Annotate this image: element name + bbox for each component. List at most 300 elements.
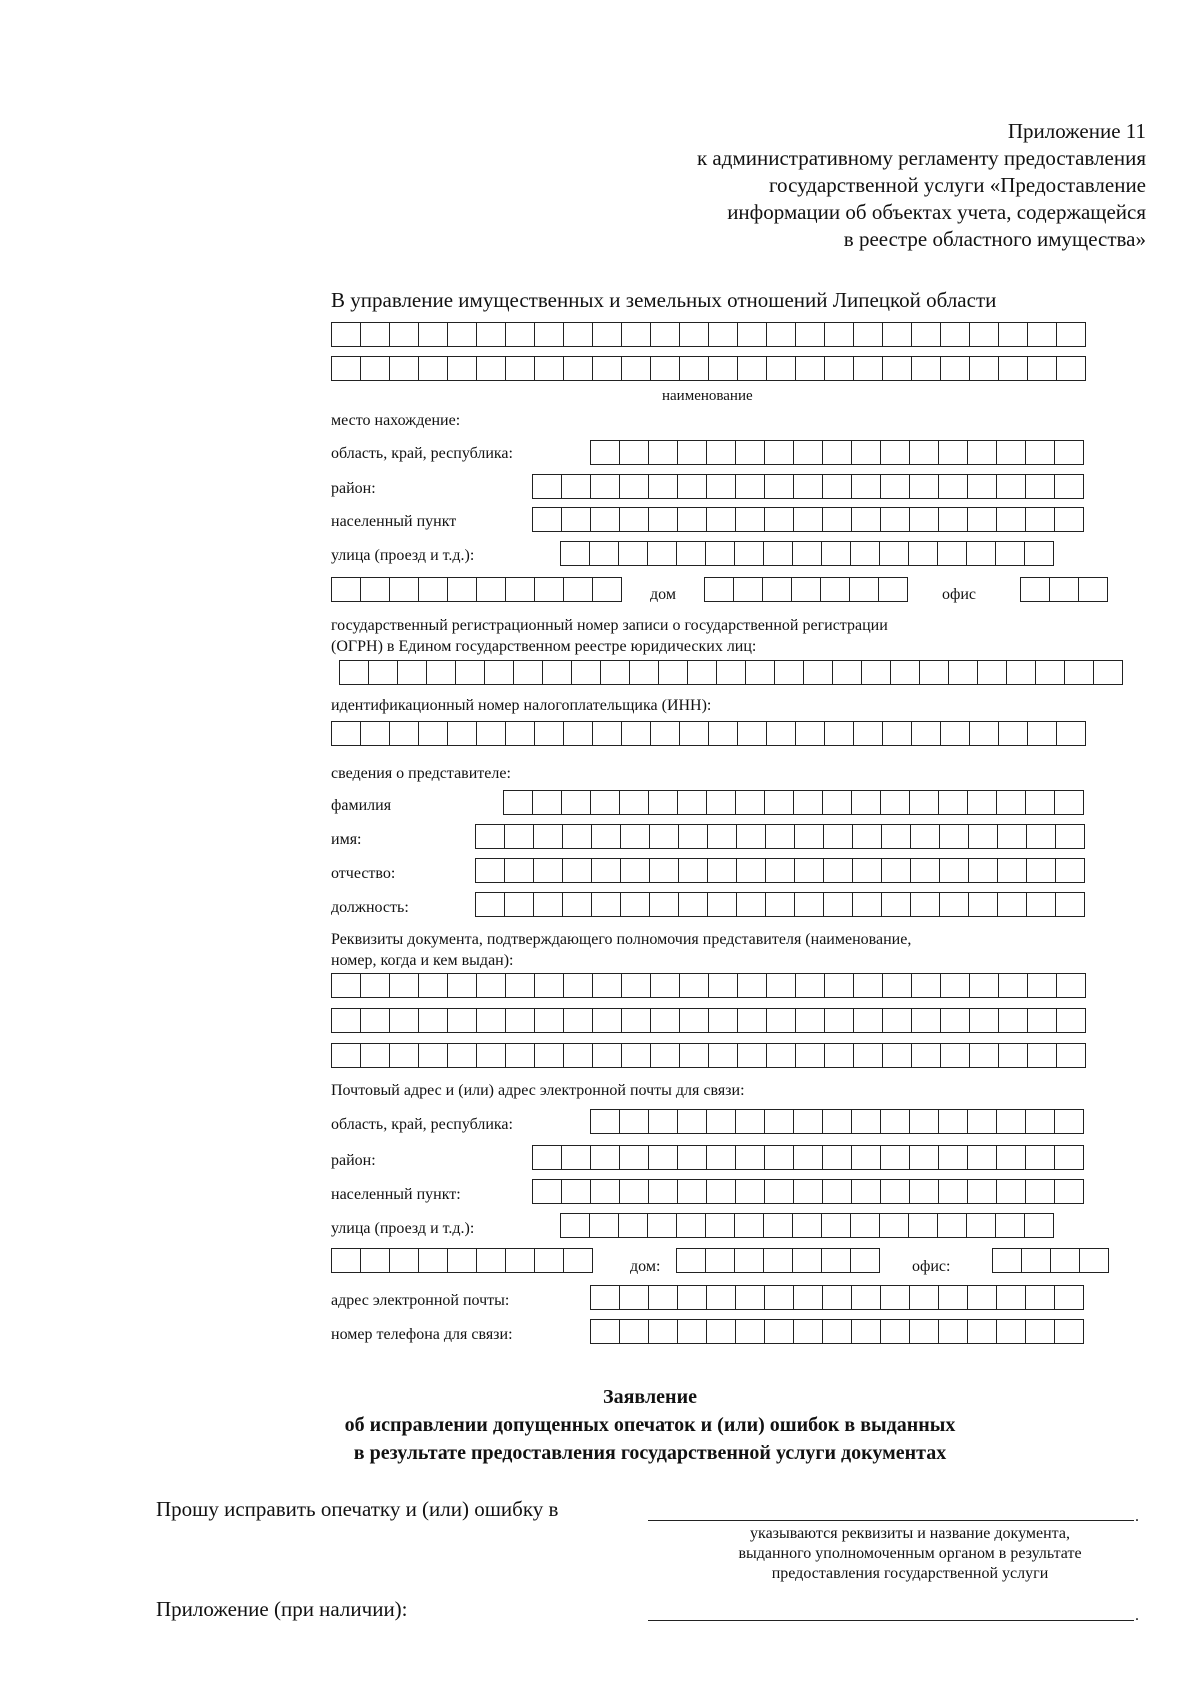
- char-cell[interactable]: [649, 441, 678, 464]
- char-cell[interactable]: [562, 475, 591, 498]
- char-cell[interactable]: [620, 475, 649, 498]
- char-cell[interactable]: [850, 578, 879, 601]
- char-cell[interactable]: [620, 508, 649, 531]
- char-cell[interactable]: [912, 323, 941, 346]
- char-cell[interactable]: [796, 1044, 825, 1067]
- char-cell[interactable]: [707, 1110, 736, 1133]
- char-cell[interactable]: [997, 791, 1026, 814]
- char-cell[interactable]: [968, 475, 997, 498]
- char-cell[interactable]: [649, 1110, 678, 1133]
- char-cell[interactable]: [766, 893, 795, 916]
- char-cell[interactable]: [593, 1044, 622, 1067]
- char-cell[interactable]: [1050, 578, 1079, 601]
- char-cell[interactable]: [477, 323, 506, 346]
- char-cell[interactable]: [764, 1249, 793, 1272]
- char-cell[interactable]: [1027, 825, 1056, 848]
- char-cell[interactable]: [448, 357, 477, 380]
- char-cell[interactable]: [765, 475, 794, 498]
- char-cell[interactable]: [736, 1146, 765, 1169]
- char-cell[interactable]: [852, 1320, 881, 1343]
- char-cell[interactable]: [1057, 974, 1086, 997]
- char-cell[interactable]: [564, 1044, 593, 1067]
- char-cell[interactable]: [678, 791, 707, 814]
- char-cell[interactable]: [824, 893, 853, 916]
- char-cell[interactable]: [1055, 1146, 1084, 1169]
- char-cell[interactable]: [969, 825, 998, 848]
- char-cell[interactable]: [650, 859, 679, 882]
- char-cell[interactable]: [910, 441, 939, 464]
- char-cell[interactable]: [767, 357, 796, 380]
- char-cell[interactable]: [535, 1009, 564, 1032]
- char-cell[interactable]: [477, 1249, 506, 1272]
- char-cell[interactable]: [910, 1146, 939, 1169]
- attachment-line[interactable]: [648, 1620, 1134, 1621]
- char-cell[interactable]: [506, 974, 535, 997]
- char-cell[interactable]: [763, 578, 792, 601]
- char-cell[interactable]: [477, 578, 506, 601]
- char-cell[interactable]: [361, 357, 390, 380]
- char-cell[interactable]: [562, 791, 591, 814]
- char-cell[interactable]: [709, 1009, 738, 1032]
- char-cell[interactable]: [854, 974, 883, 997]
- char-cell[interactable]: [765, 508, 794, 531]
- char-cell[interactable]: [1056, 893, 1085, 916]
- char-cell[interactable]: [881, 475, 910, 498]
- char-cell[interactable]: [891, 661, 920, 684]
- char-cell[interactable]: [1051, 1249, 1080, 1272]
- char-cell[interactable]: [564, 974, 593, 997]
- char-cell[interactable]: [1026, 508, 1055, 531]
- char-cell[interactable]: [340, 661, 369, 684]
- char-cell[interactable]: [765, 1146, 794, 1169]
- char-cell[interactable]: [737, 825, 766, 848]
- char-cell[interactable]: [535, 722, 564, 745]
- char-cell[interactable]: [795, 825, 824, 848]
- char-cell[interactable]: [591, 791, 620, 814]
- char-cell[interactable]: [591, 1110, 620, 1133]
- char-cell[interactable]: [620, 791, 649, 814]
- char-cell[interactable]: [572, 661, 601, 684]
- char-cell[interactable]: [593, 578, 622, 601]
- region-field[interactable]: [590, 440, 1084, 465]
- char-cell[interactable]: [852, 441, 881, 464]
- char-cell[interactable]: [592, 859, 621, 882]
- char-cell[interactable]: [970, 722, 999, 745]
- char-cell[interactable]: [970, 1044, 999, 1067]
- char-cell[interactable]: [794, 1110, 823, 1133]
- char-cell[interactable]: [996, 542, 1025, 565]
- char-cell[interactable]: [506, 1044, 535, 1067]
- char-cell[interactable]: [679, 825, 708, 848]
- char-cell[interactable]: [910, 508, 939, 531]
- char-cell[interactable]: [361, 578, 390, 601]
- char-cell[interactable]: [535, 323, 564, 346]
- char-cell[interactable]: [419, 1044, 448, 1067]
- char-cell[interactable]: [852, 475, 881, 498]
- char-cell[interactable]: [881, 791, 910, 814]
- char-cell[interactable]: [1028, 1009, 1057, 1032]
- char-cell[interactable]: [999, 1009, 1028, 1032]
- char-cell[interactable]: [794, 1180, 823, 1203]
- char-cell[interactable]: [534, 893, 563, 916]
- char-cell[interactable]: [881, 508, 910, 531]
- char-cell[interactable]: [649, 1146, 678, 1169]
- char-cell[interactable]: [941, 974, 970, 997]
- char-cell[interactable]: [941, 722, 970, 745]
- char-cell[interactable]: [678, 1320, 707, 1343]
- char-cell[interactable]: [419, 578, 448, 601]
- char-cell[interactable]: [766, 825, 795, 848]
- char-cell[interactable]: [764, 1214, 793, 1237]
- char-cell[interactable]: [535, 1249, 564, 1272]
- char-cell[interactable]: [996, 1214, 1025, 1237]
- char-cell[interactable]: [968, 508, 997, 531]
- char-cell[interactable]: [1007, 661, 1036, 684]
- char-cell[interactable]: [709, 722, 738, 745]
- char-cell[interactable]: [677, 1214, 706, 1237]
- char-cell[interactable]: [593, 323, 622, 346]
- char-cell[interactable]: [795, 893, 824, 916]
- char-cell[interactable]: [822, 542, 851, 565]
- char-cell[interactable]: [735, 1214, 764, 1237]
- char-cell[interactable]: [736, 475, 765, 498]
- char-cell[interactable]: [332, 323, 361, 346]
- char-cell[interactable]: [506, 323, 535, 346]
- char-cell[interactable]: [738, 323, 767, 346]
- char-cell[interactable]: [968, 1146, 997, 1169]
- char-cell[interactable]: [649, 791, 678, 814]
- char-cell[interactable]: [970, 323, 999, 346]
- char-cell[interactable]: [535, 974, 564, 997]
- char-cell[interactable]: [795, 859, 824, 882]
- char-cell[interactable]: [794, 1320, 823, 1343]
- char-cell[interactable]: [620, 1180, 649, 1203]
- char-cell[interactable]: [476, 893, 505, 916]
- char-cell[interactable]: [649, 1320, 678, 1343]
- char-cell[interactable]: [853, 859, 882, 882]
- char-cell[interactable]: [448, 578, 477, 601]
- char-cell[interactable]: [621, 859, 650, 882]
- char-cell[interactable]: [1026, 1180, 1055, 1203]
- char-cell[interactable]: [622, 357, 651, 380]
- char-cell[interactable]: [854, 357, 883, 380]
- char-cell[interactable]: [448, 323, 477, 346]
- char-cell[interactable]: [709, 357, 738, 380]
- char-cell[interactable]: [1055, 1110, 1084, 1133]
- char-cell[interactable]: [825, 323, 854, 346]
- char-cell[interactable]: [448, 1044, 477, 1067]
- char-cell[interactable]: [1057, 323, 1086, 346]
- char-cell[interactable]: [1036, 661, 1065, 684]
- char-cell[interactable]: [332, 357, 361, 380]
- char-cell[interactable]: [622, 1044, 651, 1067]
- char-cell[interactable]: [622, 1009, 651, 1032]
- char-cell[interactable]: [564, 323, 593, 346]
- char-cell[interactable]: [332, 974, 361, 997]
- char-cell[interactable]: [736, 791, 765, 814]
- char-cell[interactable]: [824, 825, 853, 848]
- char-cell[interactable]: [998, 859, 1027, 882]
- char-cell[interactable]: [993, 1249, 1022, 1272]
- char-cell[interactable]: [707, 1146, 736, 1169]
- street-field[interactable]: [560, 541, 1054, 566]
- char-cell[interactable]: [706, 542, 735, 565]
- char-cell[interactable]: [592, 825, 621, 848]
- char-cell[interactable]: [881, 1146, 910, 1169]
- char-cell[interactable]: [998, 825, 1027, 848]
- char-cell[interactable]: [949, 661, 978, 684]
- char-cell[interactable]: [390, 722, 419, 745]
- char-cell[interactable]: [823, 1286, 852, 1309]
- char-cell[interactable]: [967, 1214, 996, 1237]
- char-cell[interactable]: [765, 791, 794, 814]
- char-cell[interactable]: [822, 1249, 851, 1272]
- char-cell[interactable]: [912, 722, 941, 745]
- char-cell[interactable]: [852, 1180, 881, 1203]
- char-cell[interactable]: [767, 1044, 796, 1067]
- char-cell[interactable]: [738, 974, 767, 997]
- char-cell[interactable]: [735, 542, 764, 565]
- char-cell[interactable]: [1026, 475, 1055, 498]
- char-cell[interactable]: [361, 323, 390, 346]
- char-cell[interactable]: [620, 1286, 649, 1309]
- char-cell[interactable]: [456, 661, 485, 684]
- char-cell[interactable]: [678, 1110, 707, 1133]
- char-cell[interactable]: [738, 722, 767, 745]
- char-cell[interactable]: [738, 357, 767, 380]
- char-cell[interactable]: [997, 1110, 1026, 1133]
- char-cell[interactable]: [997, 475, 1026, 498]
- char-cell[interactable]: [651, 1009, 680, 1032]
- char-cell[interactable]: [564, 357, 593, 380]
- char-cell[interactable]: [793, 542, 822, 565]
- char-cell[interactable]: [969, 859, 998, 882]
- char-cell[interactable]: [506, 1009, 535, 1032]
- char-cell[interactable]: [419, 357, 448, 380]
- char-cell[interactable]: [823, 1110, 852, 1133]
- char-cell[interactable]: [564, 1249, 593, 1272]
- char-cell[interactable]: [738, 1044, 767, 1067]
- char-cell[interactable]: [1094, 661, 1123, 684]
- char-cell[interactable]: [514, 661, 543, 684]
- char-cell[interactable]: [621, 893, 650, 916]
- char-cell[interactable]: [593, 722, 622, 745]
- char-cell[interactable]: [630, 661, 659, 684]
- char-cell[interactable]: [822, 1214, 851, 1237]
- char-cell[interactable]: [361, 1009, 390, 1032]
- char-cell[interactable]: [619, 542, 648, 565]
- char-cell[interactable]: [999, 722, 1028, 745]
- char-cell[interactable]: [533, 475, 562, 498]
- char-cell[interactable]: [882, 893, 911, 916]
- char-cell[interactable]: [823, 475, 852, 498]
- char-cell[interactable]: [997, 1146, 1026, 1169]
- char-cell[interactable]: [651, 974, 680, 997]
- char-cell[interactable]: [369, 661, 398, 684]
- char-cell[interactable]: [707, 1320, 736, 1343]
- char-cell[interactable]: [939, 441, 968, 464]
- char-cell[interactable]: [1028, 1044, 1057, 1067]
- char-cell[interactable]: [824, 859, 853, 882]
- char-cell[interactable]: [1025, 1214, 1054, 1237]
- char-cell[interactable]: [1080, 1249, 1109, 1272]
- char-cell[interactable]: [912, 357, 941, 380]
- char-cell[interactable]: [825, 974, 854, 997]
- char-cell[interactable]: [591, 1320, 620, 1343]
- char-cell[interactable]: [620, 1146, 649, 1169]
- char-cell[interactable]: [1022, 1249, 1051, 1272]
- request-line[interactable]: [648, 1520, 1134, 1521]
- char-cell[interactable]: [940, 825, 969, 848]
- char-cell[interactable]: [881, 1180, 910, 1203]
- char-cell[interactable]: [737, 859, 766, 882]
- char-cell[interactable]: [651, 722, 680, 745]
- char-cell[interactable]: [978, 661, 1007, 684]
- char-cell[interactable]: [1056, 859, 1085, 882]
- char-cell[interactable]: [590, 542, 619, 565]
- postal-house-field[interactable]: [676, 1248, 880, 1273]
- char-cell[interactable]: [939, 791, 968, 814]
- char-cell[interactable]: [968, 791, 997, 814]
- char-cell[interactable]: [999, 323, 1028, 346]
- char-cell[interactable]: [562, 508, 591, 531]
- char-cell[interactable]: [968, 1320, 997, 1343]
- char-cell[interactable]: [767, 722, 796, 745]
- char-cell[interactable]: [677, 542, 706, 565]
- char-cell[interactable]: [1027, 859, 1056, 882]
- char-cell[interactable]: [765, 1320, 794, 1343]
- char-cell[interactable]: [882, 825, 911, 848]
- char-cell[interactable]: [651, 1044, 680, 1067]
- char-cell[interactable]: [448, 722, 477, 745]
- char-cell[interactable]: [476, 825, 505, 848]
- ogrn-field[interactable]: [339, 660, 1123, 685]
- char-cell[interactable]: [794, 508, 823, 531]
- char-cell[interactable]: [765, 441, 794, 464]
- char-cell[interactable]: [940, 893, 969, 916]
- char-cell[interactable]: [651, 357, 680, 380]
- char-cell[interactable]: [707, 508, 736, 531]
- char-cell[interactable]: [563, 859, 592, 882]
- char-cell[interactable]: [882, 859, 911, 882]
- char-cell[interactable]: [707, 1180, 736, 1203]
- char-cell[interactable]: [505, 825, 534, 848]
- char-cell[interactable]: [534, 825, 563, 848]
- char-cell[interactable]: [938, 542, 967, 565]
- char-cell[interactable]: [910, 791, 939, 814]
- char-cell[interactable]: [620, 1110, 649, 1133]
- char-cell[interactable]: [880, 542, 909, 565]
- char-cell[interactable]: [332, 1009, 361, 1032]
- patronymic-field[interactable]: [475, 858, 1085, 883]
- char-cell[interactable]: [361, 1044, 390, 1067]
- char-cell[interactable]: [735, 1249, 764, 1272]
- char-cell[interactable]: [1057, 722, 1086, 745]
- char-cell[interactable]: [736, 508, 765, 531]
- char-cell[interactable]: [591, 1286, 620, 1309]
- char-cell[interactable]: [939, 1146, 968, 1169]
- char-cell[interactable]: [562, 1146, 591, 1169]
- char-cell[interactable]: [796, 357, 825, 380]
- char-cell[interactable]: [680, 1009, 709, 1032]
- char-cell[interactable]: [1079, 578, 1108, 601]
- char-cell[interactable]: [390, 323, 419, 346]
- char-cell[interactable]: [678, 508, 707, 531]
- char-cell[interactable]: [1055, 441, 1084, 464]
- char-cell[interactable]: [910, 1320, 939, 1343]
- char-cell[interactable]: [564, 578, 593, 601]
- char-cell[interactable]: [477, 1044, 506, 1067]
- postal-office-field[interactable]: [992, 1248, 1109, 1273]
- char-cell[interactable]: [823, 791, 852, 814]
- char-cell[interactable]: [853, 893, 882, 916]
- char-cell[interactable]: [765, 1110, 794, 1133]
- char-cell[interactable]: [1065, 661, 1094, 684]
- char-cell[interactable]: [1028, 357, 1057, 380]
- char-cell[interactable]: [852, 791, 881, 814]
- char-cell[interactable]: [621, 825, 650, 848]
- char-cell[interactable]: [591, 475, 620, 498]
- postal-extra-field[interactable]: [331, 1248, 593, 1273]
- char-cell[interactable]: [533, 1180, 562, 1203]
- char-cell[interactable]: [1055, 1320, 1084, 1343]
- char-cell[interactable]: [535, 578, 564, 601]
- char-cell[interactable]: [620, 441, 649, 464]
- char-cell[interactable]: [737, 893, 766, 916]
- char-cell[interactable]: [938, 1214, 967, 1237]
- inn-field[interactable]: [331, 721, 1086, 746]
- char-cell[interactable]: [649, 1286, 678, 1309]
- char-cell[interactable]: [593, 357, 622, 380]
- char-cell[interactable]: [680, 357, 709, 380]
- char-cell[interactable]: [332, 722, 361, 745]
- char-cell[interactable]: [563, 893, 592, 916]
- char-cell[interactable]: [912, 974, 941, 997]
- char-cell[interactable]: [796, 1009, 825, 1032]
- position-field[interactable]: [475, 892, 1085, 917]
- authority-doc-row-1[interactable]: [331, 973, 1086, 998]
- char-cell[interactable]: [880, 1214, 909, 1237]
- char-cell[interactable]: [680, 722, 709, 745]
- char-cell[interactable]: [940, 859, 969, 882]
- char-cell[interactable]: [825, 1044, 854, 1067]
- char-cell[interactable]: [534, 859, 563, 882]
- char-cell[interactable]: [1055, 791, 1084, 814]
- char-cell[interactable]: [708, 893, 737, 916]
- char-cell[interactable]: [738, 1009, 767, 1032]
- char-cell[interactable]: [476, 859, 505, 882]
- org-name-row-2[interactable]: [331, 356, 1086, 381]
- char-cell[interactable]: [883, 974, 912, 997]
- char-cell[interactable]: [419, 722, 448, 745]
- name-field[interactable]: [475, 824, 1085, 849]
- char-cell[interactable]: [1028, 722, 1057, 745]
- char-cell[interactable]: [1026, 441, 1055, 464]
- char-cell[interactable]: [419, 974, 448, 997]
- char-cell[interactable]: [775, 661, 804, 684]
- char-cell[interactable]: [659, 661, 688, 684]
- char-cell[interactable]: [794, 1146, 823, 1169]
- char-cell[interactable]: [793, 1214, 822, 1237]
- char-cell[interactable]: [794, 441, 823, 464]
- char-cell[interactable]: [881, 441, 910, 464]
- char-cell[interactable]: [852, 1110, 881, 1133]
- char-cell[interactable]: [967, 542, 996, 565]
- char-cell[interactable]: [823, 1180, 852, 1203]
- char-cell[interactable]: [854, 323, 883, 346]
- char-cell[interactable]: [564, 1009, 593, 1032]
- char-cell[interactable]: [649, 475, 678, 498]
